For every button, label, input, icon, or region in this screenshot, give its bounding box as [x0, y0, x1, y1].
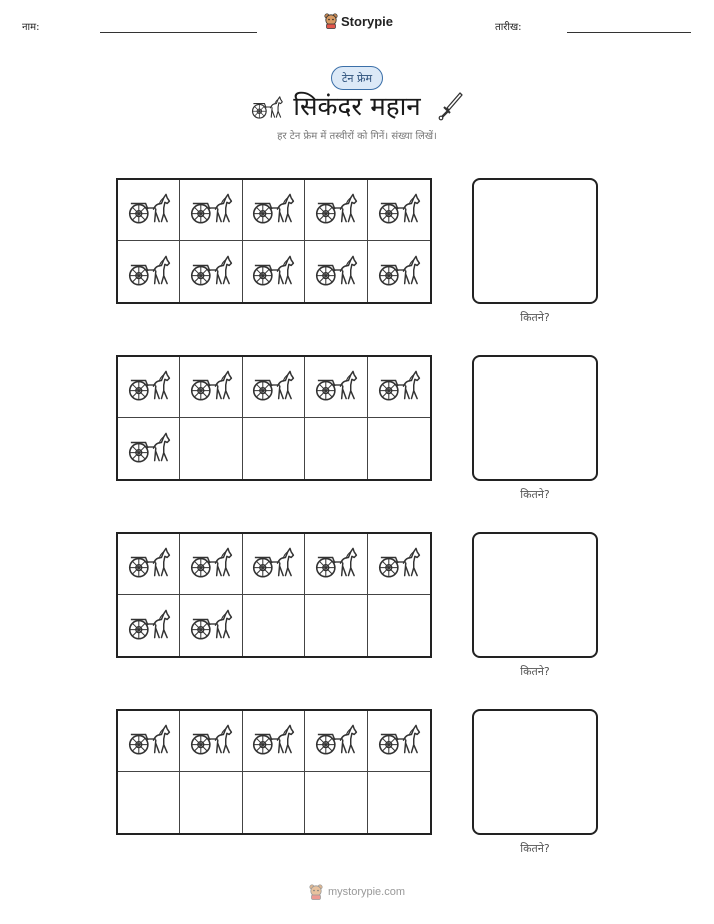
horse-chariot-icon [188, 607, 234, 645]
ten-frame-cell [368, 772, 430, 833]
answer-box-1[interactable] [472, 178, 598, 304]
ten-frame-cell [180, 357, 242, 418]
horse-chariot-icon [126, 253, 172, 291]
horse-chariot-icon [313, 545, 359, 583]
ten-frame-cell [368, 241, 430, 302]
ten-frame-cell [243, 595, 305, 656]
horse-chariot-icon [188, 191, 234, 229]
answer-label: कितने? [520, 311, 550, 324]
answer-label: कितने? [520, 488, 550, 501]
ten-frame-3 [116, 532, 432, 658]
ten-frame-cell [243, 772, 305, 833]
horse-chariot-icon [188, 253, 234, 291]
topic-badge: टेन फ्रेम [331, 66, 383, 90]
footer-url: mystorypie.com [327, 886, 406, 898]
ten-frame-cell [368, 711, 430, 772]
horse-chariot-icon [250, 368, 296, 406]
horse-chariot-icon [376, 368, 422, 406]
date-line[interactable] [567, 32, 691, 33]
storypie-mascot-icon [324, 13, 338, 29]
horse-chariot-icon [126, 722, 172, 760]
horse-chariot-icon [250, 191, 296, 229]
ten-frame-cell [305, 711, 367, 772]
ten-frame-cell [180, 241, 242, 302]
horse-chariot-icon [250, 253, 296, 291]
ten-frame-1 [116, 178, 432, 304]
horse-chariot-icon [126, 430, 172, 468]
page-title: सिकंदर महान [293, 92, 421, 122]
ten-frame-cell [180, 180, 242, 241]
ten-frame-cell [305, 180, 367, 241]
ten-frame-cell [180, 418, 242, 479]
ten-frame-cell [180, 711, 242, 772]
ten-frame-cell [243, 711, 305, 772]
horse-chariot-icon [250, 722, 296, 760]
ten-frame-cell [180, 534, 242, 595]
ten-frame-cell [368, 534, 430, 595]
ten-frame-cell [368, 180, 430, 241]
answer-label: कितने? [520, 665, 550, 678]
footer [0, 884, 714, 900]
ten-frame-cell [305, 241, 367, 302]
ten-frame-cell [180, 772, 242, 833]
ten-frame-cell [368, 595, 430, 656]
brand-name: Storypie [341, 13, 394, 29]
storypie-mascot-icon [309, 884, 323, 900]
ten-frame-cell [305, 772, 367, 833]
sword-icon [438, 91, 464, 123]
horse-chariot-icon [250, 545, 296, 583]
name-label: नाम: [22, 22, 40, 33]
ten-frame-cell [118, 241, 180, 302]
horse-chariot-icon [376, 191, 422, 229]
answer-box-4[interactable] [472, 709, 598, 835]
horse-chariot-icon [376, 545, 422, 583]
horse-chariot-icon [188, 368, 234, 406]
ten-frame-cell [180, 595, 242, 656]
ten-frame-cell [305, 357, 367, 418]
horse-chariot-icon [188, 722, 234, 760]
answer-box-3[interactable] [472, 532, 598, 658]
horse-chariot-icon [188, 545, 234, 583]
ten-frame-2 [116, 355, 432, 481]
ten-frame-cell [305, 534, 367, 595]
brand-logo [324, 13, 393, 29]
horse-chariot-icon [126, 368, 172, 406]
ten-frame-cell [118, 711, 180, 772]
answer-label: कितने? [520, 842, 550, 855]
horse-chariot-icon [313, 253, 359, 291]
ten-frame-cell [118, 180, 180, 241]
ten-frame-cell [243, 241, 305, 302]
ten-frame-cell [118, 595, 180, 656]
name-line[interactable] [100, 32, 257, 33]
horse-chariot-icon [376, 253, 422, 291]
ten-frame-cell [243, 418, 305, 479]
page-title-block [250, 88, 464, 126]
horse-chariot-icon [313, 191, 359, 229]
ten-frame-cell [305, 595, 367, 656]
ten-frame-cell [305, 418, 367, 479]
ten-frame-4 [116, 709, 432, 835]
ten-frame-cell [118, 357, 180, 418]
horse-chariot-icon [126, 545, 172, 583]
horse-chariot-icon [313, 722, 359, 760]
answer-box-2[interactable] [472, 355, 598, 481]
horse-chariot-icon [313, 368, 359, 406]
ten-frame-cell [118, 534, 180, 595]
horse-chariot-icon [376, 722, 422, 760]
horse-chariot-icon [126, 607, 172, 645]
ten-frame-cell [368, 357, 430, 418]
ten-frame-cell [118, 418, 180, 479]
date-label: तारीख: [495, 22, 522, 33]
ten-frame-cell [368, 418, 430, 479]
ten-frame-cell [243, 534, 305, 595]
instructions: हर टेन फ्रेम में तस्वीरों को गिनें। संख्या लिखें। [277, 131, 437, 142]
horse-chariot-icon [126, 191, 172, 229]
ten-frame-cell [243, 180, 305, 241]
ten-frame-cell [243, 357, 305, 418]
ten-frame-cell [118, 772, 180, 833]
